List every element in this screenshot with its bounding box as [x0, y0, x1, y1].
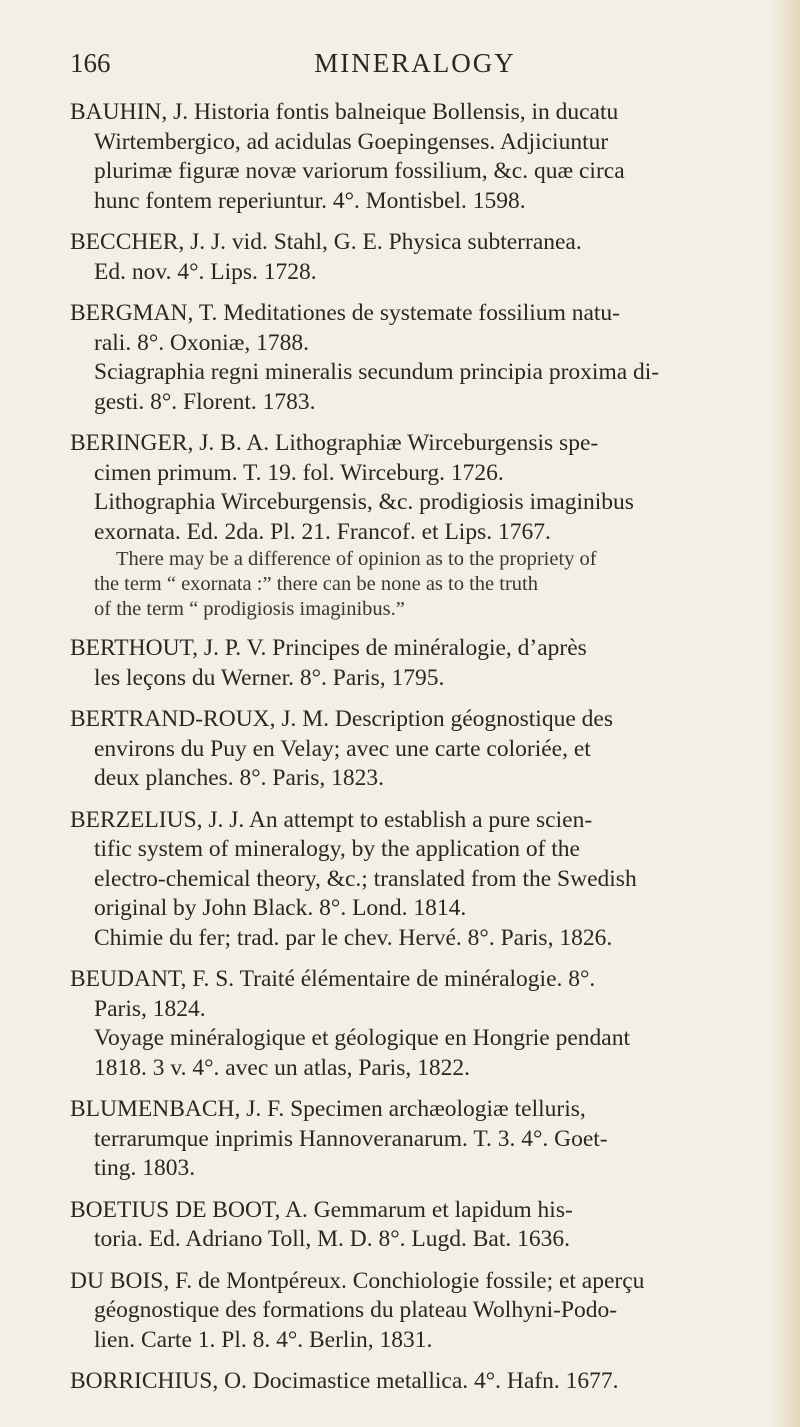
book-page [70, 48, 760, 1409]
entry-line: electro-chemical theory, &c.; translated from the Swedish [94, 865, 637, 892]
page-edge [772, 0, 800, 1427]
entry-line: Sciagraphia regni mineralis secundum principia proxima di- [94, 359, 660, 385]
bibliography-entry [70, 228, 760, 287]
entry-line: Paris, 1824. [94, 995, 206, 1022]
bibliography-entry [70, 98, 760, 216]
entry-line: BOETIUS DE BOOT, A. Gemmarum et lapidum his- [70, 1196, 573, 1223]
entry-line: BORRICHIUS, O. Docimastice metallica. 4°. Hafn. 1677. [70, 1368, 619, 1394]
entry-line: environs du Puy en Velay; avec une carte coloriée, et [94, 735, 591, 762]
entry-line: Wirtembergico, ad acidulas Goepingenses. Adjiciuntur [94, 128, 609, 155]
entry-line: Ed. nov. 4°. Lips. 1728. [94, 258, 317, 285]
entry-line: deux planches. 8°. Paris, 1823. [94, 765, 385, 791]
bibliography-entry [70, 1367, 760, 1397]
bibliography-entry [70, 965, 760, 1083]
entry-line: rali. 8°. Oxoniæ, 1788. [94, 329, 310, 356]
running-title: MINERALOGY [314, 48, 516, 78]
entry-line: BERTRAND-ROUX, J. M. Description géognostique des [70, 706, 613, 732]
entry-line: BERTHOUT, J. P. V. Principes de minéralogie, d’après [70, 635, 587, 661]
bibliography-entry [70, 806, 760, 954]
entry-line: cimen primum. T. 19. fol. Wirceburg. 1726. [94, 459, 504, 486]
entry-line: BERGMAN, T. Meditationes de systemate fossilium natu- [70, 300, 621, 326]
entry-line: terrarumque inprimis Hannoveranarum. T. 3. 4°. Goet- [94, 1125, 608, 1152]
entry-note: There may be a difference of opinion as to the propriety of [116, 548, 597, 570]
entry-line: hunc fontem reperiuntur. 4°. Montisbel. 1598. [94, 187, 526, 214]
entry-line: lien. Carte 1. Pl. 8. 4°. Berlin, 1831. [94, 1326, 433, 1353]
entry-line: gesti. 8°. Florent. 1783. [94, 388, 316, 415]
entry-line: DU BOIS, F. de Montpéreux. Conchiologie fossile; et aperçu [70, 1267, 645, 1294]
bibliography-entry [70, 1196, 760, 1255]
entry-line: 1818. 3 v. 4°. avec un atlas, Paris, 1822. [94, 1054, 470, 1081]
entry-line: BERZELIUS, J. J. An attempt to establish a pure scien- [70, 806, 593, 833]
entry-line: géognostique des formations du plateau Wolhyni-Podo- [94, 1297, 618, 1323]
entry-line: BLUMENBACH, J. F. Specimen archæologiæ telluris, [70, 1096, 586, 1122]
page-header [70, 48, 760, 98]
entry-line: Lithographia Wirceburgensis, &c. prodigiosis imaginibus [94, 489, 634, 515]
entry-line: exornata. Ed. 2da. Pl. 21. Francof. et Lips. 1767. [94, 518, 551, 545]
entry-note: of the term “ prodigiosis imaginibus.” [94, 598, 405, 620]
bibliography-entry [70, 634, 760, 693]
entry-line: plurimæ figuræ novæ variorum fossilium, &c. quæ circa [94, 158, 625, 184]
entry-line: BEUDANT, F. S. Traité élémentaire de minéralogie. 8°. [70, 966, 596, 992]
entry-line: ting. 1803. [94, 1155, 196, 1181]
entry-note: the term “ exornata :” there can be none as to the truth [94, 573, 538, 595]
entry-line: les leçons du Werner. 8°. Paris, 1795. [94, 664, 445, 691]
bibliography-entry [70, 1095, 760, 1184]
entry-line: BAUHIN, J. Historia fontis balneique Bollensis, in ducatu [70, 99, 619, 125]
bibliography-entry [70, 705, 760, 794]
bibliography-entry [70, 1267, 760, 1356]
entry-line: Chimie du fer; trad. par le chev. Hervé. 8°. Paris, 1826. [94, 924, 613, 951]
entry-line: original by John Black. 8°. Lond. 1814. [94, 895, 467, 921]
entry-line: tific system of mineralogy, by the application of the [94, 836, 580, 862]
entry-line: BECCHER, J. J. vid. Stahl, G. E. Physica subterranea. [70, 229, 582, 255]
bibliography-entry [70, 429, 760, 622]
page-number: 166 [70, 48, 111, 78]
bibliography-entry [70, 299, 760, 417]
entry-line: toria. Ed. Adriano Toll, M. D. 8°. Lugd. Bat. 1636. [94, 1226, 570, 1252]
entry-line: BERINGER, J. B. A. Lithographiæ Wirceburgensis spe- [70, 430, 599, 456]
entry-line: Voyage minéralogique et géologique en Hongrie pendant [94, 1025, 630, 1051]
